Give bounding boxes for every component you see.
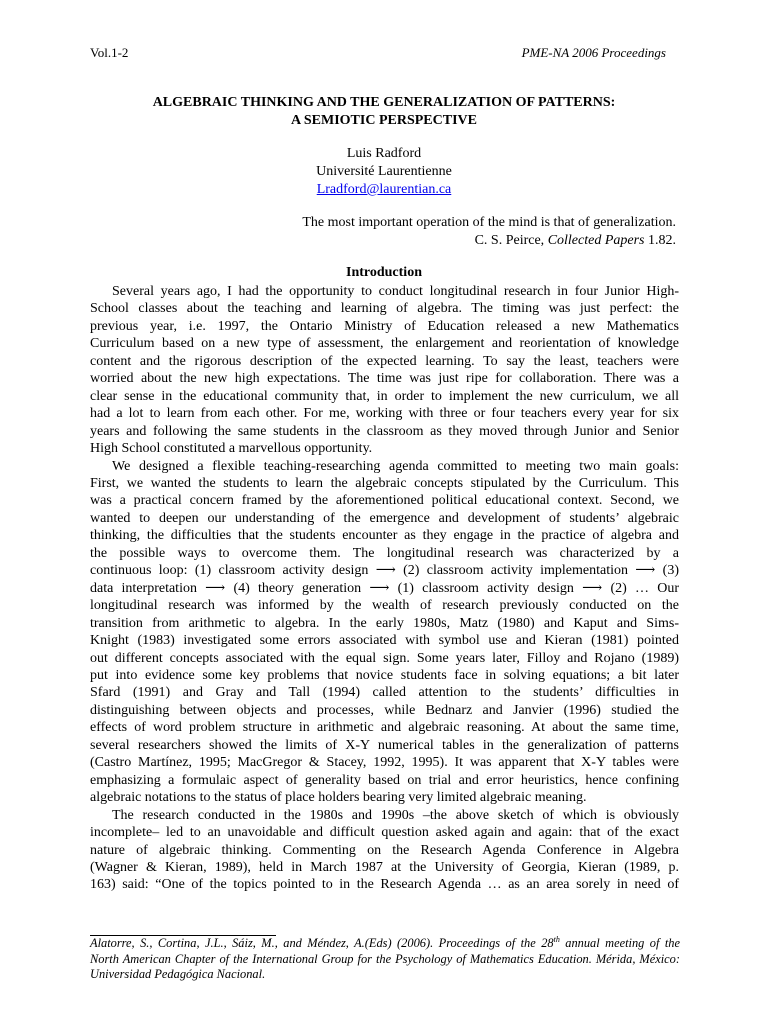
body-line: longitudinal research was informed by the wealth of research previously conducted on the <box>90 598 679 614</box>
body-line: algebraic notations to the status of place holders bearing very limited algebraic meaning. <box>90 790 587 806</box>
body-line: School classes about the teaching and learning of algebra. The timing was just perfect: the <box>90 301 679 317</box>
body-line: previous year, i.e. 1997, the Ontario Ministry of Education released a new Mathematics <box>90 318 679 334</box>
body-line: years and following the same students in the classroom as they moved through Junior and Senior <box>90 423 679 439</box>
body-line: emphasizing a formulaic aspect of generality based on trial and error heuristics, hence confining <box>90 772 679 788</box>
body-line: High School constituted a marvellous opportunity. <box>90 441 373 457</box>
body-text <box>90 283 679 894</box>
body-line: 163) said: “One of the topics pointed to in the Research Agenda … as an area sorely in need of <box>90 877 679 893</box>
epigraph-attribution <box>302 232 676 250</box>
volume-label: Vol.1-2 <box>90 45 129 60</box>
footnote-line-2: North American Chapter of the International Group for the Psychology of Mathematics Education. Mérida, México: <box>90 951 680 966</box>
body-line: had a lot to learn from each other. For me, working with three or four teachers every year for six <box>90 406 679 422</box>
footnote-text-b: annual meeting of the <box>559 936 680 950</box>
body-line: out different concepts associated with the equal sign. Some years later, Filloy and Rojano (1989) <box>90 650 679 666</box>
body-line: Curriculum based on a new type of assessment, the enlargement and reorientation of knowledge <box>90 336 679 352</box>
body-line: the possible ways to overcome them. The longitudinal research was characterized by a <box>90 545 679 561</box>
body-line: effects of word problem structure in arithmetic and algebraic reasoning. At about the same time, <box>90 720 679 736</box>
epigraph-work: Collected Papers <box>547 233 645 248</box>
body-line: incomplete– led to an unavoidable and difficult question asked again and again: that of the exact <box>90 825 679 841</box>
title-line-2: A SEMIOTIC PERSPECTIVE <box>291 113 477 128</box>
footnote-text-a: Alatorre, S., Cortina, J.L., Sáiz, M., and Méndez, A.(Eds) (2006). Proceedings of the 28 <box>90 936 554 950</box>
body-line: several researchers showed the limits of X-Y numerical tables in the generalization of patterns <box>90 737 679 753</box>
body-line: transition from arithmetic to algebra. In the early 1980s, Matz (1980) and Kaput and Sims- <box>90 615 679 631</box>
body-line: was a practical concern framed by the aforementioned political educational context. Second, we <box>90 493 679 509</box>
body-line: Knight (1983) investigated some errors associated with symbol use and Kieran (1981) pointed <box>90 633 679 649</box>
body-line: (Castro Martínez, 1995; MacGregor & Stacey, 1992, 1995). It was apparent that X-Y tables were <box>90 755 679 771</box>
body-line: Sfard (1991) and Gray and Tall (1994) called attention to the students’ difficulties in <box>90 685 679 701</box>
body-line: content and the rigorous description of the expected learning. To say the least, teachers were <box>90 353 679 369</box>
paragraph-3 <box>90 807 679 894</box>
epigraph <box>302 214 676 250</box>
body-line: wanted to deepen our understanding of the emergence and development of students’ algebraic <box>90 510 679 526</box>
body-line: distinguishing between objects and processes, while Bednarz and Janvier (1996) studied the <box>90 702 679 718</box>
body-line: (Wagner & Kieran, 1989), held in March 1987 at the University of Georgia, Kieran (1989, p. <box>90 859 679 875</box>
author-name: Luis Radford <box>346 146 422 161</box>
body-line: worried about the new high expectations. The time was just ripe for collaboration. There was a <box>90 371 679 387</box>
author-block <box>90 145 678 199</box>
title-line-1: ALGEBRAIC THINKING AND THE GENERALIZATION OF PATTERNS: <box>152 95 616 110</box>
body-line: nature of algebraic thinking. Commenting on the Research Agenda Conference in Algebra <box>90 842 679 858</box>
body-line: data interpretation ⟶ (4) theory generation ⟶ (1) classroom activity design ⟶ (2) … Our <box>90 580 679 596</box>
epigraph-author: C. S. Peirce, <box>474 233 548 248</box>
body-line: We designed a flexible teaching-researching agenda committed to meeting two main goals: <box>112 458 679 474</box>
section-heading: Introduction <box>346 265 422 280</box>
body-line: put into evidence some key problems that novice students face in solving equations; a bit later <box>90 667 679 683</box>
footnote-line-1 <box>90 936 680 952</box>
footnote-superscript: th <box>553 934 560 944</box>
footnote-line-3: Universidad Pedagógica Nacional. <box>90 967 266 981</box>
epigraph-quote: The most important operation of the mind is that of generalization. <box>302 215 676 230</box>
body-line: continuous loop: (1) classroom activity design ⟶ (2) classroom activity implementation ⟶ (3) <box>90 563 679 579</box>
footnote <box>90 936 680 983</box>
proceedings-label: PME-NA 2006 Proceedings <box>521 45 666 60</box>
body-line: First, we wanted the students to learn the algebraic concepts stipulated by the Curriculum. This <box>90 475 679 491</box>
author-email-link[interactable]: Lradford@laurentian.ca <box>316 182 452 197</box>
body-line: Several years ago, I had the opportunity to conduct longitudinal research in four Junior High- <box>112 284 679 299</box>
body-line: clear sense in the educational community that, in order to implement the new curriculum, we all <box>90 388 679 404</box>
body-line: The research conducted in the 1980s and 1990s –the above sketch of which is obviously <box>112 807 679 823</box>
paper-title <box>90 94 678 130</box>
epigraph-ref: 1.82. <box>644 233 676 248</box>
body-line: thinking, the difficulties that the students encounter as they engage in the practice of algebra and <box>90 528 679 544</box>
author-affiliation: Université Laurentienne <box>316 164 452 179</box>
paragraph-2 <box>90 458 679 807</box>
paragraph-1 <box>90 283 679 458</box>
